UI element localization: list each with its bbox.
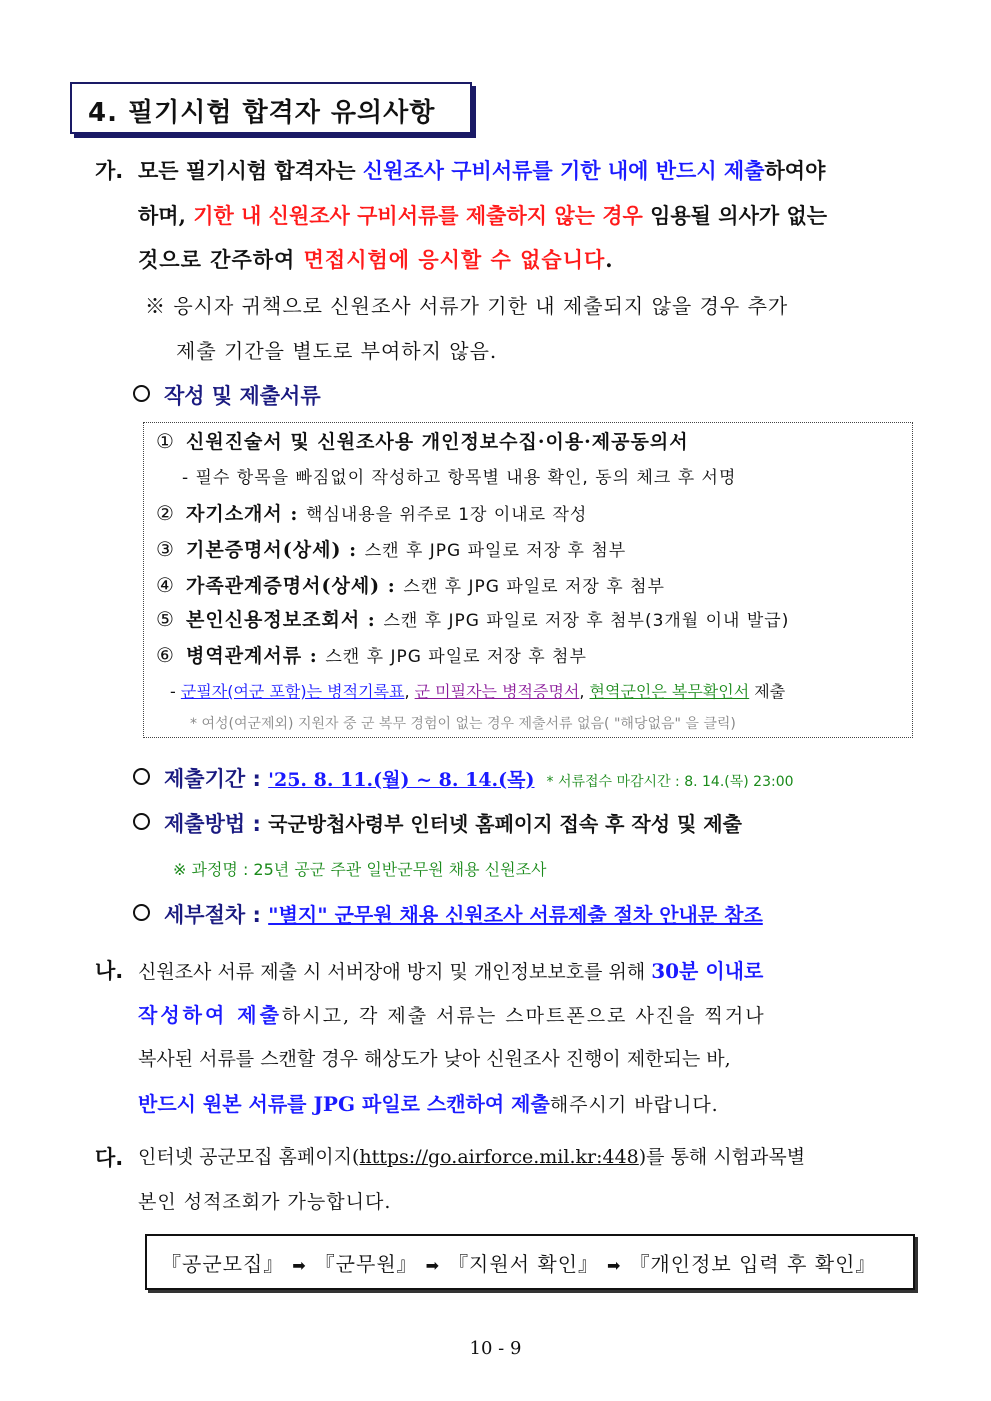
circle-bullet-icon: [133, 813, 150, 830]
path-step-3: 『지원서 확인』: [448, 1252, 600, 1276]
period-value: '25. 8. 11.(월) ~ 8. 14.(목): [268, 769, 535, 791]
doc-item-4: ④ 가족관계증명서(상세) : 스캔 후 JPG 파일로 저장 후 첨부: [156, 573, 665, 597]
paragraph-ga-marker: 가.: [95, 159, 124, 183]
method-note: ※ 과정명 : 25년 공군 주관 일반군무원 채용 신원조사: [173, 860, 547, 879]
doc-item-1-desc: - 필수 항목을 빠짐없이 작성하고 항목별 내용 확인, 동의 체크 후 서명: [182, 468, 737, 488]
military-docs-line: - 군필자(여군 포함)는 병적기록표, 군 미필자는 병적증명서, 현역군인은 복무확인서 제출: [170, 682, 786, 701]
period-line: 제출기간 : '25. 8. 11.(월) ~ 8. 14.(목) * 서류접수 마감시간 : 8. 14.(목) 23:00: [133, 763, 794, 793]
section-title-box: [70, 82, 472, 134]
circle-bullet-icon: [133, 385, 150, 402]
method-line: 제출방법 : 국군방첩사령부 인터넷 홈페이지 접속 후 작성 및 제출: [133, 808, 742, 838]
airforce-homepage-link[interactable]: https://go.airforce.mil.kr:448: [359, 1146, 639, 1168]
female-note: * 여성(여군제외) 지원자 중 군 복무 경험이 없는 경우 제출서류 없음( "해당없음" 을 클릭): [190, 716, 736, 732]
paragraph-na-line2: 작성하여 제출하시고, 각 제출 서류는 스마트폰으로 사진을 찍거나: [138, 1003, 766, 1027]
docs-heading: 작성 및 제출서류: [133, 380, 321, 410]
page-number: 10 - 9: [469, 1338, 522, 1359]
paragraph-ga-line2: 하며, 기한 내 신원조사 구비서류를 제출하지 않는 경우 임용될 의사가 없는: [138, 203, 828, 228]
paragraph-ga-note-line1: ※ 응시자 귀책으로 신원조사 서류가 기한 내 제출되지 않을 경우 추가: [145, 294, 789, 318]
procedure-line: 세부절차 : "별지" 군무원 채용 신원조사 서류제출 절차 안내문 참조: [133, 899, 763, 929]
paragraph-da-marker: 다.: [95, 1146, 124, 1170]
paragraph-ga-line3: 것으로 간주하여 면접시험에 응시할 수 없습니다.: [138, 247, 614, 272]
navigation-path: [161, 1248, 876, 1277]
circle-bullet-icon: [133, 904, 150, 921]
path-step-1: 『공군모집』: [161, 1252, 285, 1276]
method-value: 국군방첩사령부 인터넷 홈페이지 접속 후 작성 및 제출: [268, 812, 742, 836]
paragraph-na-line4: 반드시 원본 서류를 JPG 파일로 스캔하여 제출해주시기 바랍니다.: [138, 1092, 719, 1116]
paragraph-na-marker: 나.: [95, 959, 124, 983]
doc-item-1: ① 신원진술서 및 신원조사용 개인정보수집·이용·제공동의서: [156, 429, 689, 453]
procedure-value: "별지" 군무원 채용 신원조사 서류제출 절차 안내문 참조: [268, 903, 763, 927]
paragraph-da-line2: 본인 성적조회가 가능합니다.: [138, 1191, 392, 1213]
documents-box: [143, 422, 913, 738]
path-step-4: 『개인정보 입력 후 확인』: [629, 1252, 877, 1276]
doc-item-6: ⑥ 병역관계서류 : 스캔 후 JPG 파일로 저장 후 첨부: [156, 643, 587, 667]
paragraph-na-line3: 복사된 서류를 스캔할 경우 해상도가 낮아 신원조사 진행이 제한되는 바,: [138, 1048, 731, 1070]
section-title: 4. 필기시험 합격자 유의사항: [88, 98, 436, 128]
doc-item-3: ③ 기본증명서(상세) : 스캔 후 JPG 파일로 저장 후 첨부: [156, 537, 627, 561]
path-step-2: 『군무원』: [314, 1252, 418, 1276]
arrow-right-icon: ➡: [425, 1256, 441, 1275]
arrow-right-icon: ➡: [292, 1256, 307, 1275]
paragraph-ga-note-line2: 제출 기간을 별도로 부여하지 않음.: [176, 339, 498, 363]
period-note: * 서류접수 마감시간 : 8. 14.(목) 23:00: [546, 774, 794, 790]
paragraph-da-line1: 인터넷 공군모집 홈페이지(https://go.airforce.mil.kr:448)를 통해 시험과목별: [138, 1146, 806, 1168]
arrow-right-icon: ➡: [607, 1256, 622, 1275]
paragraph-ga-line1: 모든 필기시험 합격자는 신원조사 구비서류를 기한 내에 반드시 제출하여야: [138, 158, 826, 183]
navigation-path-box: [145, 1234, 915, 1290]
doc-item-5: ⑤ 본인신용정보조회서 : 스캔 후 JPG 파일로 저장 후 첨부(3개월 이내 발급): [156, 607, 790, 631]
paragraph-na-line1: 신원조사 서류 제출 시 서버장애 방지 및 개인정보보호를 위해 30분 이내로: [138, 959, 764, 983]
doc-item-2: ② 자기소개서 : 핵심내용을 위주로 1장 이내로 작성: [156, 501, 588, 525]
circle-bullet-icon: [133, 768, 150, 785]
